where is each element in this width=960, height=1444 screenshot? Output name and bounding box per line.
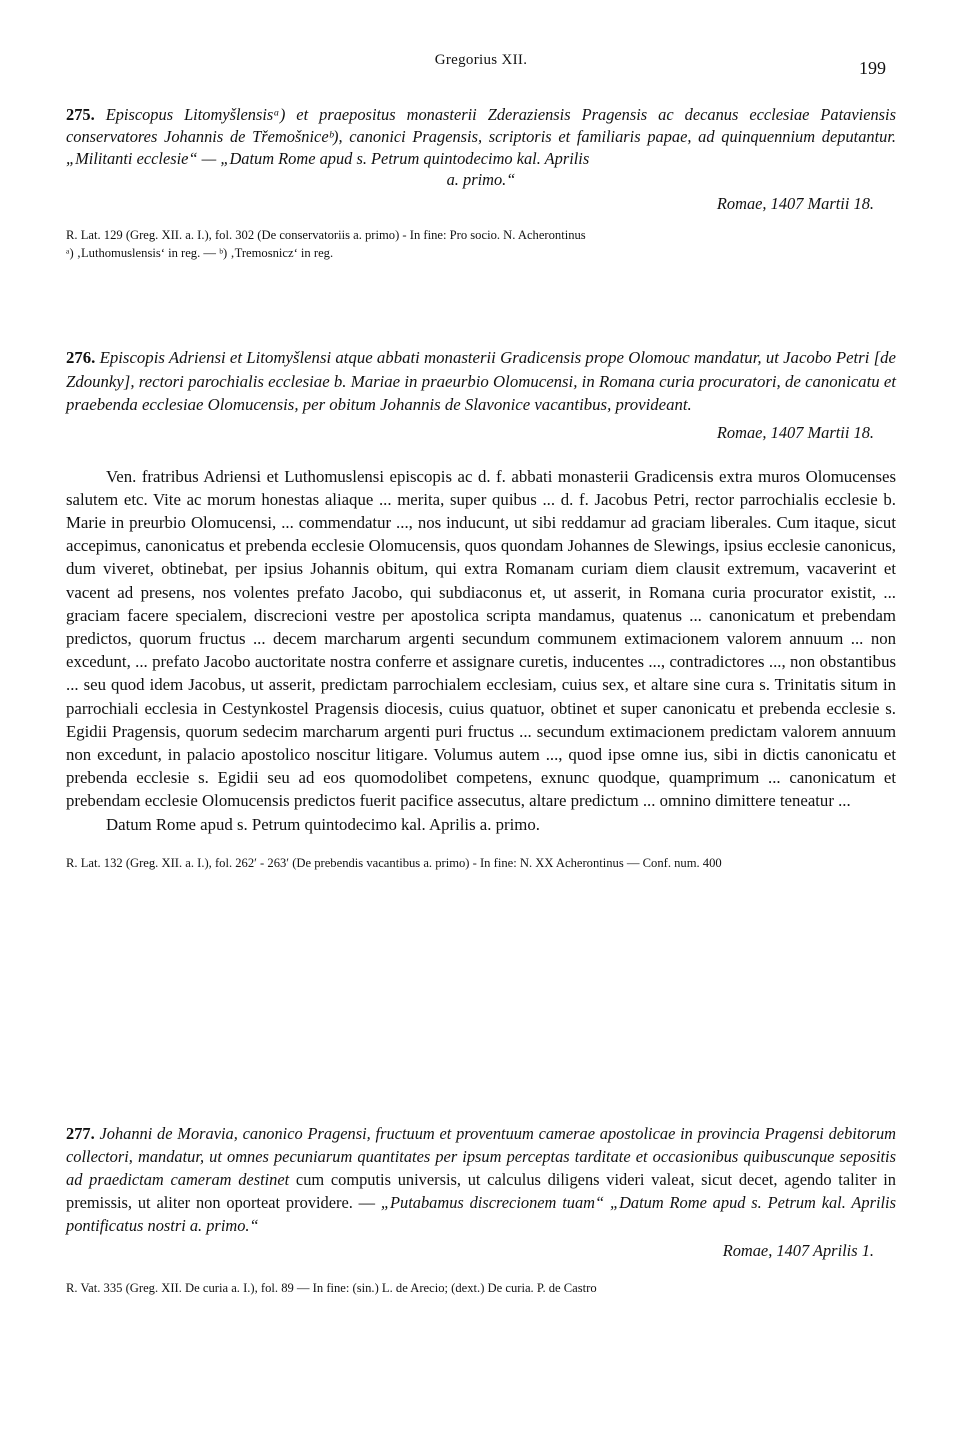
- entry-275: [66, 104, 896, 262]
- source-reference: R. Lat. 132 (Greg. XII. a. I.), fol. 262′ - 263′ (De prebendis vacantibus a. primo) - In fine: N. XX Acherontinus — Conf. num. 400: [66, 855, 722, 870]
- entry-number: 277.: [66, 1124, 95, 1143]
- document-text: Ven. fratribus Adriensi et Luthomuslensi episcopis ac d. f. abbati monasterii Gradicensis extra muros Olomucenses salutem etc. Vite ac morum honestas aliaque ... merita, super quibus ... d. f. Jacobus Petri, rector parrochialis ecclesie b. Marie in preurbio Olomucensi, ... commendatur ..., nos inducunt, ut sibi reddamur ad graciam liberales. Cum itaque, sicut accepimus, canonicatus et prebenda ecclesie Olomucensis, quos quondam Johannes de Slewings, ipsius ecclesie canonicus, dum viveret, obtinebat, per ipsius Johannis obitum, qui extra Romanam curiam diem clausit extremum, vacaverint et vacent ad presens, nos volentes prefato Jacobo, qui subdiaconus et, ut asserit, in Romana curia procurator existit, ... graciam facere specialem, discrecioni vestre per apostolica scripta mandamus, quatenus ... canonicatum et prebendam predictos, quorum fructus ... decem marcharum argenti secundum communem extimacionem valorem annuum ... non excedunt, ... prefato Jacobo auctoritate nostra conferre et assignare curetis, inducentes ..., contradictores ..., non obstantibus ... seu quod idem Jacobus, ut asserit, predictam parrochialem ecclesiam, cuius sex, et altare sine cura s. Trinitatis situm in parrochiali ecclesia in Cestynkostel Pragensis diocesis, cuius quatuor, obtinet et super canonicatu et prebenda ecclesie s. Egidii Pragensis, quorum sedecim marcharum argenti puri fructus ... secundum extimacionem predictam valorem annuum non excedunt, in palacio apostolico noscitur litigare. Volumus autem ..., quod ipse omne ius, sibi in dictis canonicatu et prebenda ecclesie s. Egidii seu ad eos quomodolibet competens, exnunc quodque, quamprimum ... canonicatum et prebendam ecclesie Olomucensis predictos fuerit pacifice assecutus, altare predictum ... omnino dimittere teneatur ...: [66, 466, 896, 811]
- source-reference: R. Lat. 129 (Greg. XII. a. I.), fol. 302 (De conservatoriis a. primo) - In fine: Pro socio. N. Acherontinus: [66, 228, 586, 242]
- running-title: Gregorius XII.: [434, 52, 528, 68]
- entry-number: 276.: [66, 348, 96, 367]
- entry-date: Romae, 1407 Martii 18.: [716, 194, 874, 213]
- entry-number: 275.: [66, 105, 95, 124]
- closing-formula: Datum Rome apud s. Petrum quintodecimo kal. Aprilis a. primo.: [106, 814, 540, 834]
- entry-summary-end: a. primo.“: [446, 170, 516, 189]
- entry-summary: Episcopus Litomyšlensisᵃ) et praepositus monasterii Zderaziensis Pragensis ac decanus ecclesiae Pataviensis conservatores Johannis de Třemošniceᵇ), canonici Pragensis, scriptoris et familiaris papae, ad quinquennium deputantur. „Militanti ecclesie“ — „Datum Rome apud s. Petrum quintodecimo kal. Aprilis: [66, 105, 896, 168]
- entry-summary-roman: cum computis universis, ut calculus diligens videri valeat, sicut decet, agendo taliter in premissis, ut aliter non oporteat providere. —: [66, 1170, 896, 1212]
- entry-date: Romae, 1407 Martii 18.: [716, 422, 874, 442]
- entry-summary: Johanni de Moravia, canonico Pragensi, fructuum et proventuum camerae apostolicae in provincia Pragensi debitorum collectori, mandatur, ut omnes pecuniarum quantitates per ipsum perceptas tarditate et occasionibus quibuscunque sepositis ad praedictam cameram destinet: [66, 1124, 896, 1189]
- entry-277: [66, 1122, 896, 1297]
- entry-summary: Episcopis Adriensi et Litomyšlensi atque abbati monasterii Gradicensis prope Olomouc mandatur, ut Jacobo Petri [de Zdounky], rectori parochialis ecclesiae b. Mariae in praeurbio Olomucensi, in Romana curia procuratori, de canonicatu et praebenda ecclesiae Olomucensis, per obitum Johannis de Slavonice vacantibus, provideant.: [66, 348, 896, 414]
- source-reference: R. Vat. 335 (Greg. XII. De curia a. I.), fol. 89 — In fine: (sin.) L. de Arecio; (dext.) De curia. P. de Castro: [66, 1281, 597, 1295]
- entry-276: [66, 346, 896, 872]
- page-number: 199: [859, 58, 886, 78]
- running-head: [66, 52, 896, 82]
- entry-incipit: „Putabamus discrecionem tuam“ „Datum Rome apud s. Petrum kal. Aprilis pontificatus nostri a. primo.“: [66, 1193, 896, 1235]
- footnotes: ᵃ) ‚Luthomuslensis‘ in reg. — ᵇ) ‚Tremosnicz‘ in reg.: [66, 246, 334, 260]
- entry-date: Romae, 1407 Aprilis 1.: [722, 1241, 874, 1260]
